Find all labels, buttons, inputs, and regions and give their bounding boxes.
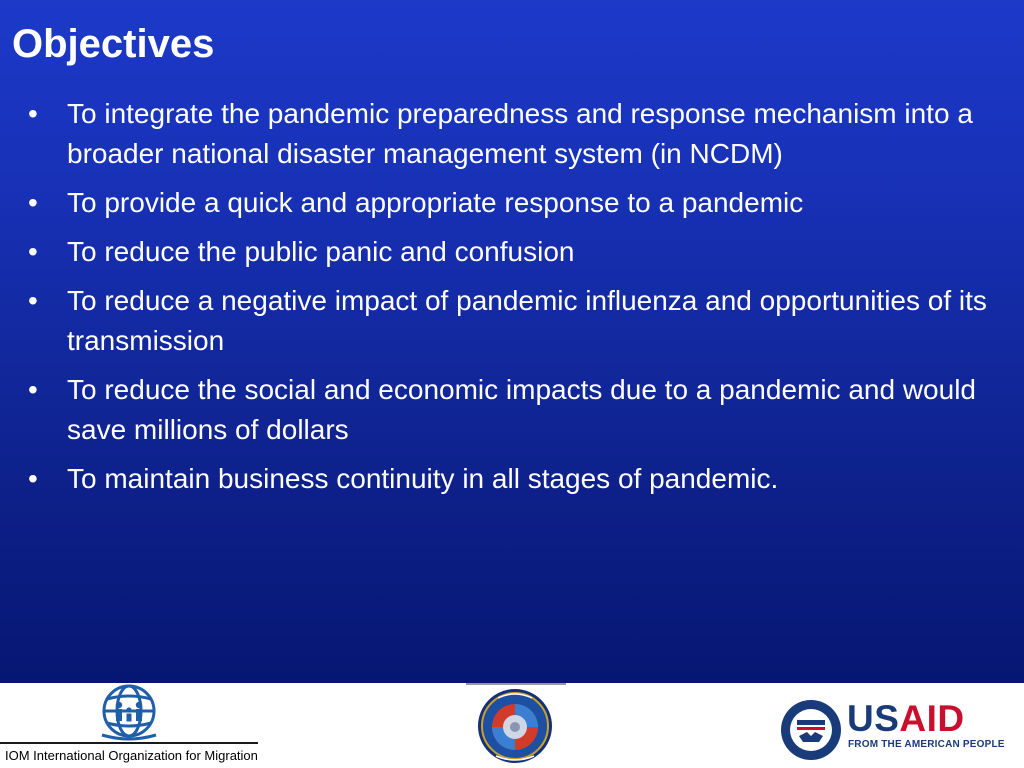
bullet-text: To reduce the social and economic impacts due to a pandemic and would save millions of dollars xyxy=(67,374,976,445)
usaid-wordmark xyxy=(847,700,965,737)
list-item xyxy=(28,94,988,174)
bullet-icon: • xyxy=(28,236,38,267)
list-item xyxy=(28,281,988,361)
usaid-word-us: US xyxy=(847,698,900,739)
iom-logo-block xyxy=(0,683,262,768)
bullet-icon: • xyxy=(28,98,38,129)
iom-globe-icon xyxy=(92,683,166,743)
usaid-seal-icon xyxy=(779,698,843,762)
divider xyxy=(466,683,566,685)
logo-footer xyxy=(0,683,1024,768)
list-item xyxy=(28,370,988,450)
slide-title: Objectives xyxy=(12,22,215,66)
bullet-text: To reduce a negative impact of pandemic influenza and opportunities of its transmission xyxy=(67,285,987,356)
usaid-tagline: FROM THE AMERICAN PEOPLE xyxy=(848,739,1005,750)
bullet-text: To integrate the pandemic preparedness and response mechanism into a broader national disaster management system (in NCDM) xyxy=(67,98,973,169)
objectives-list xyxy=(28,94,988,508)
bullet-icon: • xyxy=(28,463,38,494)
list-item xyxy=(28,183,988,223)
iom-caption: IOM International Organization for Migration xyxy=(5,748,258,763)
bullet-icon: • xyxy=(28,187,38,218)
bullet-icon: • xyxy=(28,285,38,316)
usaid-word-aid: AID xyxy=(899,698,965,739)
divider xyxy=(0,742,258,744)
list-item xyxy=(28,232,988,272)
bullet-text: To provide a quick and appropriate response to a pandemic xyxy=(67,187,804,218)
bullet-text: To reduce the public panic and confusion xyxy=(67,236,575,267)
bullet-icon: • xyxy=(28,374,38,405)
list-item xyxy=(28,459,988,499)
bullet-text: To maintain business continuity in all stages of pandemic. xyxy=(67,463,779,494)
council-seal-icon xyxy=(474,686,556,764)
